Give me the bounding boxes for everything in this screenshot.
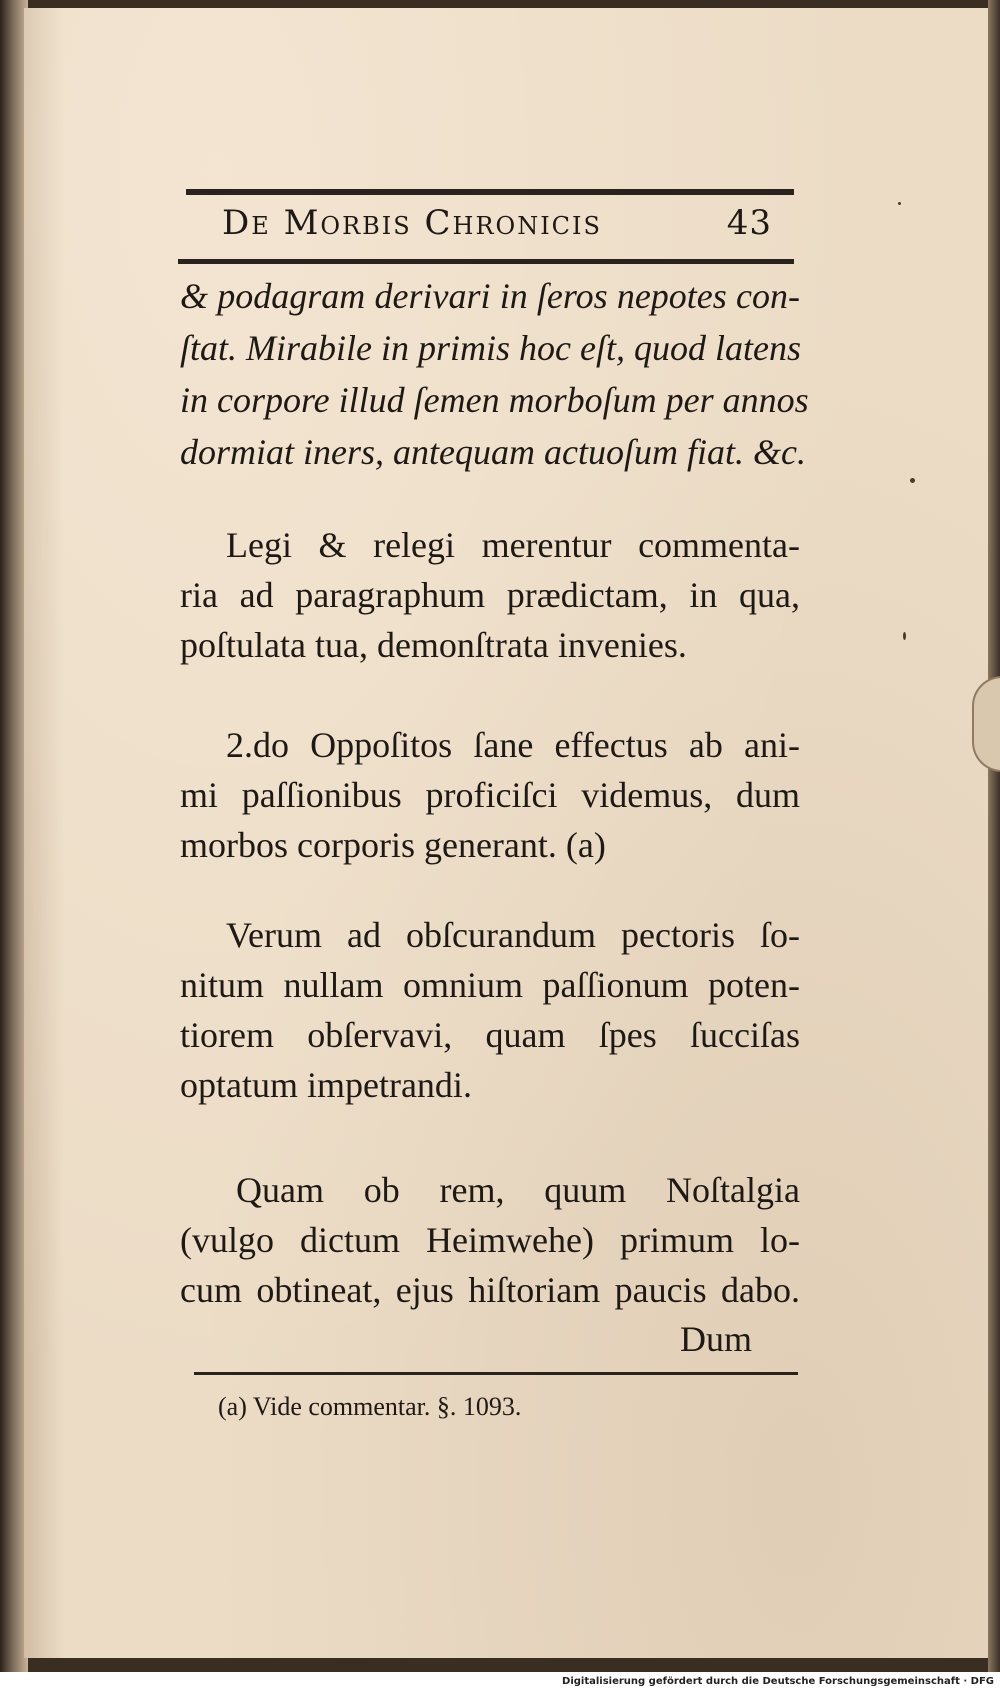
text-line: & podagram derivari in ſeros nepotes con- <box>180 276 800 316</box>
paragraph-1 <box>180 520 800 670</box>
page-stack-edge <box>988 0 1000 1672</box>
digitization-credit: Digitalisierung gefördert durch die Deutsche Forschungsgemeinschaft · DFG <box>562 1676 994 1687</box>
text-line: Verum ad obſcurandum pectoris ſo- <box>226 915 800 955</box>
header-top-rule <box>186 189 794 195</box>
italic-quote-block <box>180 270 809 478</box>
paragraph-2 <box>180 720 800 870</box>
paper-speck <box>910 478 915 483</box>
page-tab-marker <box>972 676 1000 772</box>
paragraph-4 <box>180 1165 800 1315</box>
paragraph-3 <box>180 910 800 1110</box>
text-line: Legi & relegi merentur commenta- <box>226 525 800 565</box>
text-line: Quam ob rem, quum Noſtalgia <box>236 1170 800 1210</box>
text-line: ria ad paragraphum prædictam, in qua, <box>180 575 800 615</box>
running-title: De Morbis Chronicis <box>222 203 602 243</box>
text-line: poſtulata tua, demonſtrata invenies. <box>180 625 687 665</box>
text-line: dormiat iners, antequam actuoſum fiat. &c. <box>180 432 806 472</box>
paper-speck <box>898 202 901 205</box>
page-number: 43 <box>726 203 772 243</box>
footnote: (a) Vide commentar. §. 1093. <box>218 1392 522 1421</box>
text-line: mi paſſionibus proficiſci videmus, dum <box>180 775 800 815</box>
footnote-rule <box>194 1372 798 1375</box>
text-line: nitum nullam omnium paſſionum poten- <box>180 965 800 1005</box>
catchword: Dum <box>680 1319 752 1359</box>
text-line: (vulgo dictum Heimwehe) primum lo- <box>180 1220 800 1260</box>
text-line: morbos corporis generant. (a) <box>180 825 606 865</box>
text-line: ſtat. Mirabile in primis hoc eſt, quod latens <box>180 328 801 368</box>
text-line: cum obtineat, ejus hiſtoriam paucis dabo. <box>180 1270 800 1310</box>
text-line: 2.do Oppoſitos ſane effectus ab ani- <box>226 725 800 765</box>
header-bottom-rule <box>178 259 794 264</box>
paper-speck <box>903 632 906 640</box>
text-line: tiorem obſervavi, quam ſpes ſucciſas <box>180 1015 800 1055</box>
text-line: optatum impetrandi. <box>180 1065 472 1105</box>
text-line: in corpore illud ſemen morboſum per annos <box>180 380 809 420</box>
